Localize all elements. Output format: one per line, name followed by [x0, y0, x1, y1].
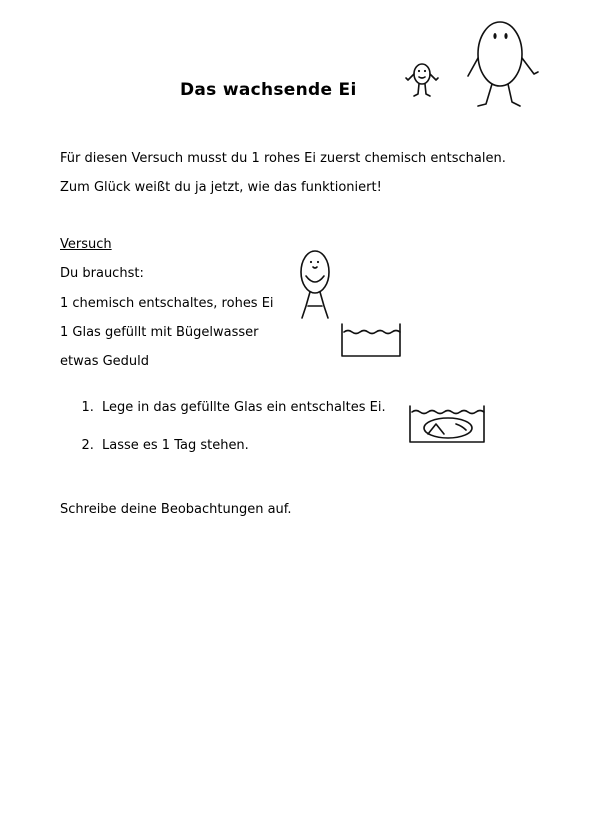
material-item: 1 Glas gefüllt mit Bügelwasser [60, 325, 259, 340]
step-item: 1. Lege in das gefüllte Glas ein entschaltes Ei. [98, 400, 386, 438]
instruction-steps [60, 400, 386, 476]
section-heading: Versuch [60, 237, 112, 252]
page-title: Das wachsende Ei [180, 80, 357, 100]
material-item: 1 chemisch entschaltes, rohes Ei [60, 296, 274, 311]
small-egg-figure-drawing [404, 62, 440, 104]
egg-in-glass-drawing [406, 404, 488, 446]
intro-line-1: Für diesen Versuch musst du 1 rohes Ei zuerst chemisch entschalen. [60, 151, 506, 166]
closing-instruction: Schreibe deine Beobachtungen auf. [60, 502, 292, 517]
intro-line-2: Zum Glück weißt du ja jetzt, wie das funktioniert! [60, 180, 382, 195]
material-item: etwas Geduld [60, 354, 150, 369]
large-egg-figure-drawing [462, 18, 542, 118]
step-item: 2. Lasse es 1 Tag stehen. [98, 438, 386, 476]
materials-heading: Du brauchst: [60, 266, 144, 281]
glass-of-water-drawing [340, 322, 404, 360]
egg-with-legs-drawing [296, 248, 336, 324]
